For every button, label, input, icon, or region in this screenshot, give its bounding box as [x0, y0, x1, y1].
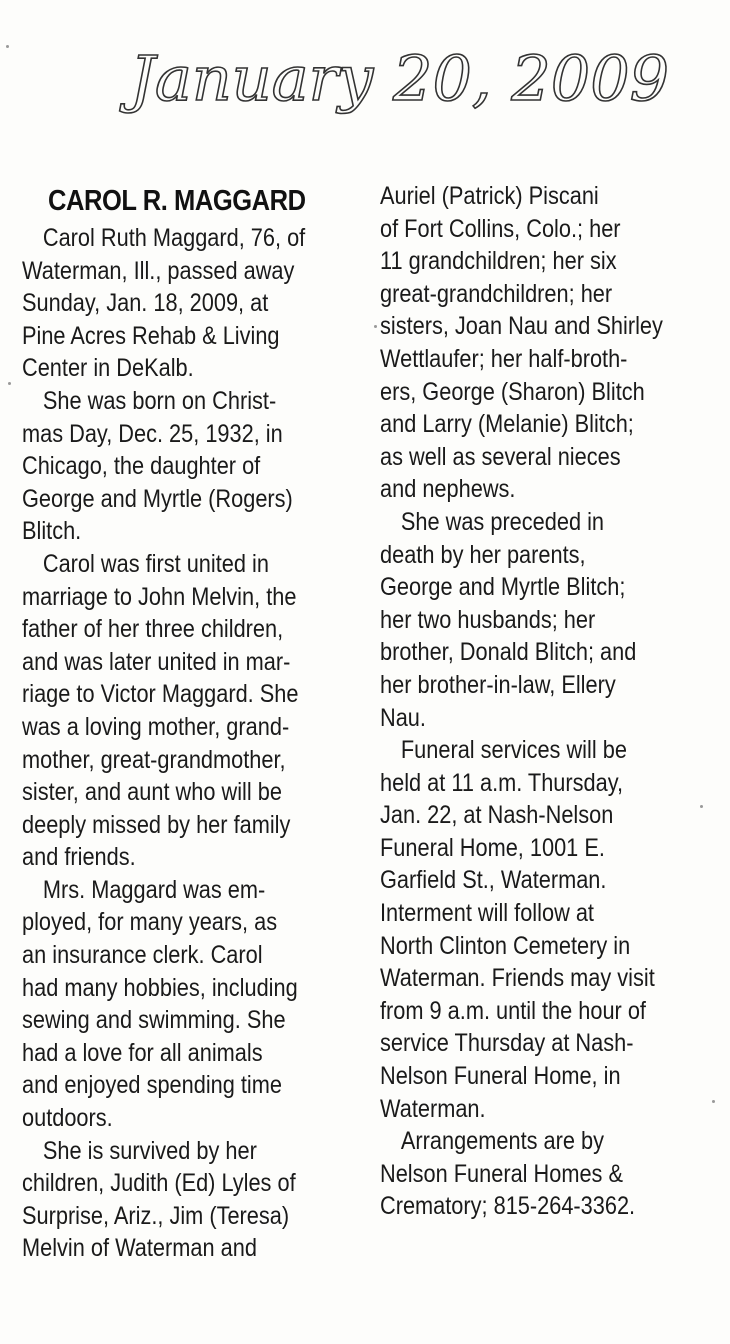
obituary-line: death by her parents, [380, 540, 586, 569]
paper-speck [712, 1100, 715, 1103]
obituary-line: Funeral Home, 1001 E. [380, 833, 605, 862]
obituary-line: held at 11 a.m. Thursday, [380, 768, 624, 797]
obituary-line: Funeral services will be [400, 736, 627, 765]
paper-speck [374, 325, 377, 328]
obituary-line: an insurance clerk. Carol [22, 941, 263, 970]
obituary-line: Center in DeKalb. [22, 354, 194, 383]
obituary-line: Mrs. Maggard was em- [42, 875, 266, 904]
obituary-line: had a love for all animals [22, 1038, 263, 1067]
obituary-line: She was preceded in [400, 507, 605, 536]
obituary-line: Waterman. Friends may visit [380, 964, 655, 993]
obituary-line: had many hobbies, including [22, 973, 298, 1002]
obituary-line: of Fort Collins, Colo.; her [380, 214, 621, 243]
obituary-line: She was born on Christ- [42, 386, 277, 415]
obituary-line: Carol Ruth Maggard, 76, of [42, 224, 306, 252]
obituary-line: mas Day, Dec. 25, 1932, in [22, 419, 283, 448]
paper-speck [700, 805, 703, 808]
obituary-line: North Clinton Cemetery in [380, 931, 631, 960]
obituary-line: Melvin of Waterman and [22, 1234, 257, 1263]
obituary-line: and nephews. [380, 475, 516, 504]
obituary-line: Nelson Funeral Home, in [380, 1062, 621, 1091]
obituary-line: Arrangements are by [400, 1127, 604, 1156]
obituary-line: her brother-in-law, Ellery [380, 670, 616, 699]
obituary-line: riage to Victor Maggard. She [22, 680, 299, 709]
obituary-right-column [380, 180, 725, 1223]
obituary-line: ployed, for many years, as [22, 908, 278, 937]
obituary-line: Surprise, Ariz., Jim (Teresa) [22, 1201, 290, 1230]
obituary-line: from 9 a.m. until the hour of [380, 996, 646, 1025]
right-column-text [380, 180, 725, 1223]
obituary-line: 11 grandchildren; her six [380, 247, 617, 276]
obituary-line: George and Myrtle Blitch; [380, 573, 626, 602]
obituary-line: father of her three children, [22, 615, 284, 644]
obituary-line: sewing and swimming. She [22, 1006, 286, 1035]
obituary-line: Jan. 22, at Nash-Nelson [380, 801, 614, 830]
obituary-line: and enjoyed spending time [22, 1071, 282, 1100]
obituary-line: mother, great-grandmother, [22, 745, 286, 774]
obituary-line: Carol was first united in [42, 549, 269, 578]
obituary-line: Blitch. [22, 517, 82, 546]
obituary-headline: CAROL R. MAGGARD [48, 185, 306, 217]
obituary-line: great-grandchildren; her [380, 279, 613, 308]
paper-speck [8, 382, 11, 385]
obituary-line: outdoors. [22, 1104, 113, 1133]
obituary-line: Garfield St., Waterman. [380, 866, 607, 895]
obituary-line: as well as several nieces [380, 442, 621, 471]
obituary-line: children, Judith (Ed) Lyles of [22, 1169, 296, 1198]
obituary-line: her two husbands; her [380, 605, 596, 634]
handwritten-date-drawing [120, 30, 670, 130]
obituary-line: ers, George (Sharon) Blitch [380, 377, 645, 406]
obituary-line: sister, and aunt who will be [22, 778, 282, 807]
handwritten-date [120, 30, 670, 130]
obituary-line: Crematory; 815-264-3362. [380, 1192, 636, 1221]
obituary-line: She is survived by her [42, 1136, 257, 1165]
obituary-line: and friends. [22, 843, 136, 872]
left-column-text [22, 222, 367, 1265]
obituary-line: deeply missed by her family [22, 810, 291, 839]
obituary-line: Pine Acres Rehab & Living [22, 321, 280, 350]
handwritten-date-text: January 20, 2009 [130, 42, 670, 115]
obituary-line: Nelson Funeral Homes & [380, 1159, 623, 1188]
obituary-line: sisters, Joan Nau and Shirley [380, 312, 663, 341]
obituary-line: Interment will follow at [380, 899, 594, 928]
obituary-line: brother, Donald Blitch; and [380, 638, 637, 667]
obituary-line: and was later united in mar- [22, 647, 291, 676]
paper-speck [6, 45, 9, 48]
obituary-left-column [22, 180, 367, 1265]
obituary-line: Auriel (Patrick) Piscani [380, 182, 599, 210]
obituary-line: Chicago, the daughter of [22, 452, 261, 481]
obituary-line: Sunday, Jan. 18, 2009, at [22, 289, 269, 318]
obituary-line: Waterman. [380, 1094, 486, 1123]
obituary-line: and Larry (Melanie) Blitch; [380, 410, 634, 439]
obituary-line: George and Myrtle (Rogers) [22, 484, 293, 513]
obituary-line: Nau. [380, 703, 426, 732]
obituary-line: Waterman, Ill., passed away [22, 256, 295, 285]
obituary-line: Wettlaufer; her half-broth- [380, 344, 628, 373]
obituary-line: was a loving mother, grand- [22, 712, 290, 741]
obituary-line: service Thursday at Nash- [380, 1029, 634, 1058]
obituary-line: marriage to John Melvin, the [22, 582, 297, 611]
